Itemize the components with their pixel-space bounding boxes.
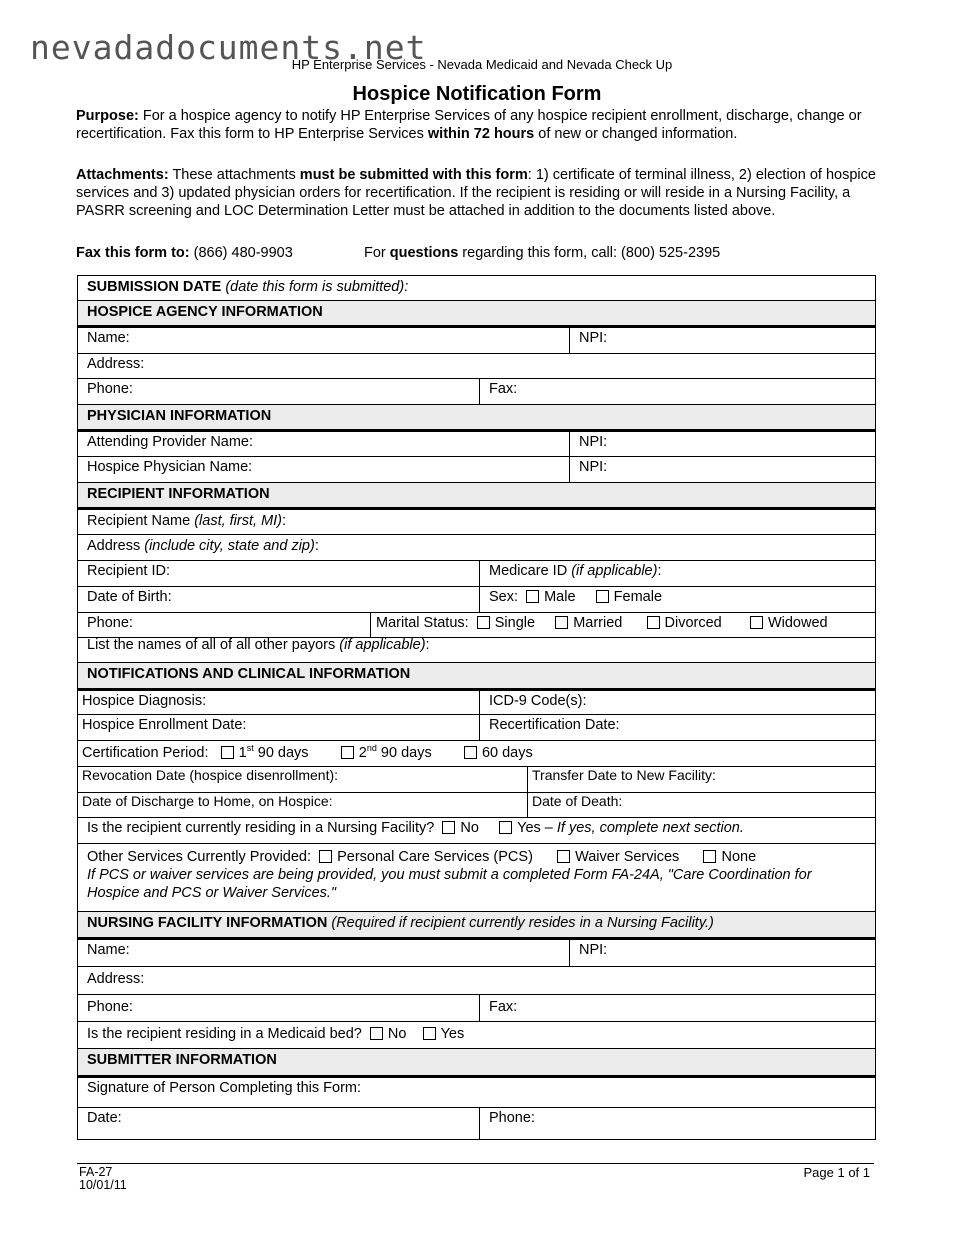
agency-address-field[interactable]: Address: — [87, 356, 145, 372]
attachments-required: must be submitted with this form — [299, 167, 528, 183]
recipient-name-label: Recipient Name (last, first, MI): — [87, 513, 287, 529]
attachments-label: Attachments: — [76, 167, 169, 183]
second-90-checkbox[interactable] — [341, 746, 354, 759]
form-date: 10/01/11 — [79, 1178, 127, 1192]
fax-label: Fax this form to: — [76, 245, 190, 261]
fax-line — [76, 245, 721, 261]
discharge-date-field[interactable]: Date of Discharge to Home, on Hospice: — [82, 793, 333, 809]
diagnosis-field[interactable]: Hospice Diagnosis: — [82, 693, 207, 709]
form-header: HP Enterprise Services - Nevada Medicaid and Nevada Check Up — [291, 57, 673, 72]
section-title: PHYSICIAN INFORMATION — [87, 408, 272, 424]
other-services: Other Services Currently Provided: Personal Care Services (PCS) Waiver Services None — [87, 849, 757, 865]
marital-status-field: Marital Status: Single Married Divorced Widowed — [370, 613, 875, 637]
recipient-name-row[interactable] — [78, 509, 875, 534]
attending-provider-field[interactable]: Attending Provider Name: — [87, 434, 254, 450]
nf-no-checkbox[interactable] — [442, 821, 455, 834]
recipient-address-label: Address (include city, state and zip): — [87, 538, 319, 554]
agency-name-field[interactable]: Name: — [87, 330, 130, 346]
discharge-row — [78, 792, 875, 817]
certification-period-row — [78, 740, 875, 766]
section-submitter — [78, 1048, 875, 1077]
nf-phone-row — [78, 994, 875, 1021]
signature-field[interactable]: Signature of Person Completing this Form: — [87, 1080, 362, 1096]
section-title: HOSPICE AGENCY INFORMATION — [87, 304, 323, 320]
purpose-text-end: of new or changed information. — [538, 126, 738, 142]
questions-bold: questions — [389, 245, 459, 261]
widowed-checkbox[interactable] — [750, 616, 763, 629]
section-nursing-facility — [78, 911, 875, 939]
revocation-row — [78, 766, 875, 792]
hospice-physician-npi-field[interactable]: NPI: — [569, 457, 875, 482]
fax-number: (866) 480-9903 — [193, 245, 293, 261]
page-number: Page 1 of 1 — [803, 1165, 870, 1180]
questions-phone: regarding this form, call: (800) 525-2395 — [462, 245, 721, 261]
submission-date-label: SUBMISSION DATE (date this form is submitted): — [87, 279, 409, 295]
attachments-paragraph — [76, 166, 886, 220]
other-payors-label: List the names of all of all other payors (if applicable): — [87, 637, 430, 653]
purpose-label: Purpose: — [76, 108, 139, 124]
attachments-list: : 1) certificate of terminal illness, 2) election of hospice services and 3) updated physician orders for recertification. If the recipient is residing or will reside in a Nursing Facility, a PASRR screening and LOC Determination Letter must be attached in addition to the documents listed above. — [76, 167, 876, 219]
submission-date-row[interactable] — [78, 276, 875, 300]
nf-address-row — [78, 966, 875, 994]
recipient-id-field[interactable]: Recipient ID: — [87, 563, 171, 579]
recertification-date-field[interactable]: Recertification Date: — [479, 715, 875, 740]
recipient-address-row[interactable] — [78, 534, 875, 560]
section-recipient — [78, 482, 875, 509]
hospice-physician-field[interactable]: Hospice Physician Name: — [87, 459, 253, 475]
nf-fax-field[interactable]: Fax: — [479, 995, 875, 1021]
watermark: nevadadocuments.net — [30, 28, 427, 67]
page-footer — [77, 1163, 874, 1192]
page-title: Hospice Notification Form — [352, 83, 602, 105]
nursing-facility-question: Is the recipient currently residing in a Nursing Facility? No Yes – If yes, complete next section. — [87, 820, 744, 836]
sex-field: Sex: Male Female — [479, 587, 875, 612]
pcs-checkbox[interactable] — [319, 850, 332, 863]
medicare-id-field[interactable]: Medicare ID (if applicable): — [479, 561, 875, 586]
purpose-paragraph — [76, 107, 886, 143]
submitter-date-field[interactable]: Date: — [87, 1110, 122, 1126]
questions-prefix: For — [364, 245, 386, 261]
attending-row — [78, 431, 875, 456]
hospice-form — [77, 275, 876, 1140]
icd-codes-field[interactable]: ICD-9 Code(s): — [479, 691, 875, 714]
medicaid-bed-question: Is the recipient residing in a Medicaid bed? No Yes — [87, 1026, 465, 1042]
section-title: NURSING FACILITY INFORMATION (Required if recipient currently resides in a Nursing Facility.) — [87, 915, 714, 931]
sixty-days-checkbox[interactable] — [464, 746, 477, 759]
section-title: NOTIFICATIONS AND CLINICAL INFORMATION — [87, 666, 411, 682]
bed-no-checkbox[interactable] — [370, 1027, 383, 1040]
medicaid-bed-row — [78, 1021, 875, 1048]
male-checkbox[interactable] — [526, 590, 539, 603]
nf-phone-field[interactable]: Phone: — [87, 999, 133, 1015]
agency-phone-row — [78, 378, 875, 404]
none-checkbox[interactable] — [703, 850, 716, 863]
signature-row — [78, 1077, 875, 1107]
agency-name-row — [78, 327, 875, 353]
agency-npi-field[interactable]: NPI: — [569, 328, 875, 353]
enrollment-date-field[interactable]: Hospice Enrollment Date: — [82, 717, 247, 733]
enrollment-row — [78, 714, 875, 740]
section-title: SUBMITTER INFORMATION — [87, 1052, 277, 1068]
death-date-field[interactable]: Date of Death: — [527, 793, 875, 817]
section-physician — [78, 404, 875, 431]
questions-line — [364, 245, 720, 261]
attachments-text: These attachments — [172, 167, 296, 183]
other-payors-row[interactable] — [78, 637, 875, 662]
form-number: FA-27 10/01/11 — [79, 1165, 127, 1192]
submitter-phone-field[interactable]: Phone: — [479, 1108, 875, 1139]
recipient-id-row — [78, 560, 875, 586]
agency-phone-field[interactable]: Phone: — [87, 381, 133, 397]
revocation-date-field[interactable]: Revocation Date (hospice disenrollment): — [82, 767, 339, 783]
nf-name-field[interactable]: Name: — [87, 942, 130, 958]
nursing-facility-question-row — [78, 817, 875, 843]
waiver-checkbox[interactable] — [557, 850, 570, 863]
bed-yes-checkbox[interactable] — [423, 1027, 436, 1040]
section-hospice-agency — [78, 300, 875, 327]
section-clinical — [78, 662, 875, 690]
transfer-date-field[interactable]: Transfer Date to New Facility: — [527, 767, 875, 792]
agency-fax-field[interactable]: Fax: — [479, 379, 875, 404]
female-checkbox[interactable] — [596, 590, 609, 603]
married-checkbox[interactable] — [555, 616, 568, 629]
hospice-physician-row — [78, 456, 875, 482]
other-services-row — [78, 843, 875, 911]
nf-address-field[interactable]: Address: — [87, 971, 145, 987]
agency-address-row — [78, 353, 875, 378]
section-title: RECIPIENT INFORMATION — [87, 486, 270, 502]
nf-yes-checkbox[interactable] — [499, 821, 512, 834]
recipient-phone-field[interactable]: Phone: — [87, 615, 133, 631]
single-checkbox[interactable] — [477, 616, 490, 629]
phone-marital-row — [78, 612, 875, 637]
purpose-text: For a hospice agency to notify HP Enterprise Services of any hospice recipient enrollment, discharge, change or recertification. Fax this form to HP Enterprise Services — [76, 108, 862, 142]
first-90-checkbox[interactable] — [221, 746, 234, 759]
care-coordination-note: If PCS or waiver services are being provided, you must submit a completed Form FA-24A, "Care Coordination for Hospice and PCS or Waiver Services." — [87, 867, 812, 901]
dob-row — [78, 586, 875, 612]
certification-period: Certification Period: 1st 90 days 2nd 90 days 60 days — [82, 743, 533, 761]
nf-name-row — [78, 939, 875, 966]
attending-npi-field[interactable]: NPI: — [569, 432, 875, 456]
submitter-date-row — [78, 1107, 875, 1139]
nf-npi-field[interactable]: NPI: — [569, 940, 875, 966]
dob-field[interactable]: Date of Birth: — [87, 589, 172, 605]
purpose-deadline: within 72 hours — [427, 126, 535, 142]
diagnosis-row — [78, 690, 875, 714]
divorced-checkbox[interactable] — [647, 616, 660, 629]
